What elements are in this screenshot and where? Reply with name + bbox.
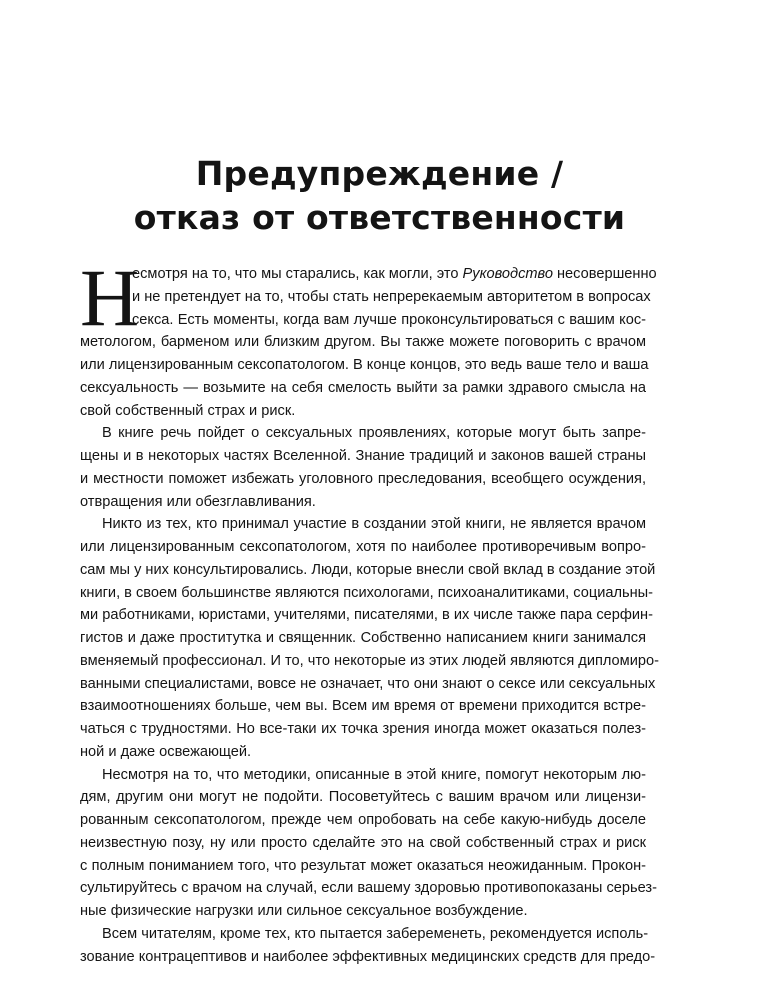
text-line: гистов и даже проститутка и священник. Собственно написанием книги занимался: [80, 630, 646, 646]
text-line: есмотря на то, что мы старались, как могли, это Руководство несовершенно: [132, 266, 657, 282]
paragraph: [80, 513, 659, 763]
drop-cap: Н: [80, 252, 140, 343]
text-line: рованным сексопатологом, прежде чем опробовать на себе какую-нибудь доселе: [80, 812, 646, 828]
text-line: щены и в некоторых частях Вселенной. Знание традиций и законов вашей страны: [80, 448, 646, 464]
paragraph: [80, 923, 656, 969]
text-line: неизвестную позу, ну или просто сделайте это на свой собственный страх и риск: [80, 834, 646, 851]
paragraph: [80, 764, 657, 923]
text-line: отвращения или обезглавливания.: [80, 493, 316, 510]
text-line: и не претендует на то, чтобы стать непререкаемым авторитетом в вопросах: [132, 288, 651, 305]
title-line-2: отказ от ответственности: [133, 198, 626, 237]
text-line: зование контрацептивов и наиболее эффективных медицинских средств для предо-: [80, 948, 656, 965]
text-line: дям, другим они могут не подойти. Посоветуйтесь с вашим врачом или лицензи-: [80, 789, 646, 806]
text-line: ные физические нагрузки или сильное сексуальное возбуждение.: [80, 903, 528, 919]
text-line: книги, в своем большинстве являются психологами, психоаналитиками, социальны-: [80, 584, 653, 601]
text-line: метологом, барменом или близким другом. Вы также можете поговорить с врачом: [80, 334, 646, 351]
page-title: [80, 152, 679, 240]
text-line: секса. Есть моменты, когда вам лучше проконсультироваться с вашим кос-: [132, 311, 646, 328]
text-line: ми работниками, юристами, учителями, писателями, в их числе также пара серфин-: [80, 607, 653, 624]
paragraph: [80, 422, 646, 513]
text-line: или лицензированным сексопатологом. В конце концов, это ведь ваше тело и ваша: [80, 357, 649, 373]
text-line: сам мы у них консультировались. Люди, которые внесли свой вклад в создание этой: [80, 561, 656, 578]
text-line: В книге речь пойдет о сексуальных проявлениях, которые могут быть запре-: [102, 425, 646, 442]
text-line: Никто из тех, кто принимал участие в создании этой книги, не является врачом: [102, 516, 646, 533]
text-line: Несмотря на то, что методики, описанные в этой книге, помогут некоторым лю-: [102, 766, 646, 783]
text-line: сультируйтесь с врачом на случай, если вашему здоровью противопоказаны серьез-: [80, 880, 657, 897]
text-line: свой собственный страх и риск.: [80, 402, 296, 419]
text-line: Всем читателям, кроме тех, кто пытается забеременеть, рекомендуется исполь-: [102, 925, 649, 942]
text-line: сексуальность — возьмите на себя смелость выйти за рамки здравого смысла на: [80, 379, 646, 396]
text-line: или лицензированным сексопатологом, хотя по наиболее противоречивым вопро-: [80, 539, 646, 555]
text-line: взаимоотношениях больше, чем вы. Всем им время от времени приходится встре-: [80, 698, 646, 715]
text-line: и местности поможет избежать уголовного преследования, всеобщего осуждения,: [80, 470, 646, 487]
text-line: ванными специалистами, вовсе не означает, что они знают о сексе или сексуальных: [80, 675, 656, 692]
text-line: ной и даже освежающей.: [80, 743, 252, 760]
text-line: с полным пониманием того, что результат может оказаться неожиданным. Прокон-: [80, 857, 646, 874]
text-line: вменяемый профессионал. И то, что некоторые из этих людей являются дипломиро-: [80, 652, 659, 669]
paragraph: [80, 252, 657, 422]
text-line: чаться с трудностями. Но все-таки их точка зрения иногда может оказаться полез-: [80, 721, 646, 737]
title-line-1: Предупреждение /: [195, 154, 564, 193]
body-text: [80, 252, 659, 968]
